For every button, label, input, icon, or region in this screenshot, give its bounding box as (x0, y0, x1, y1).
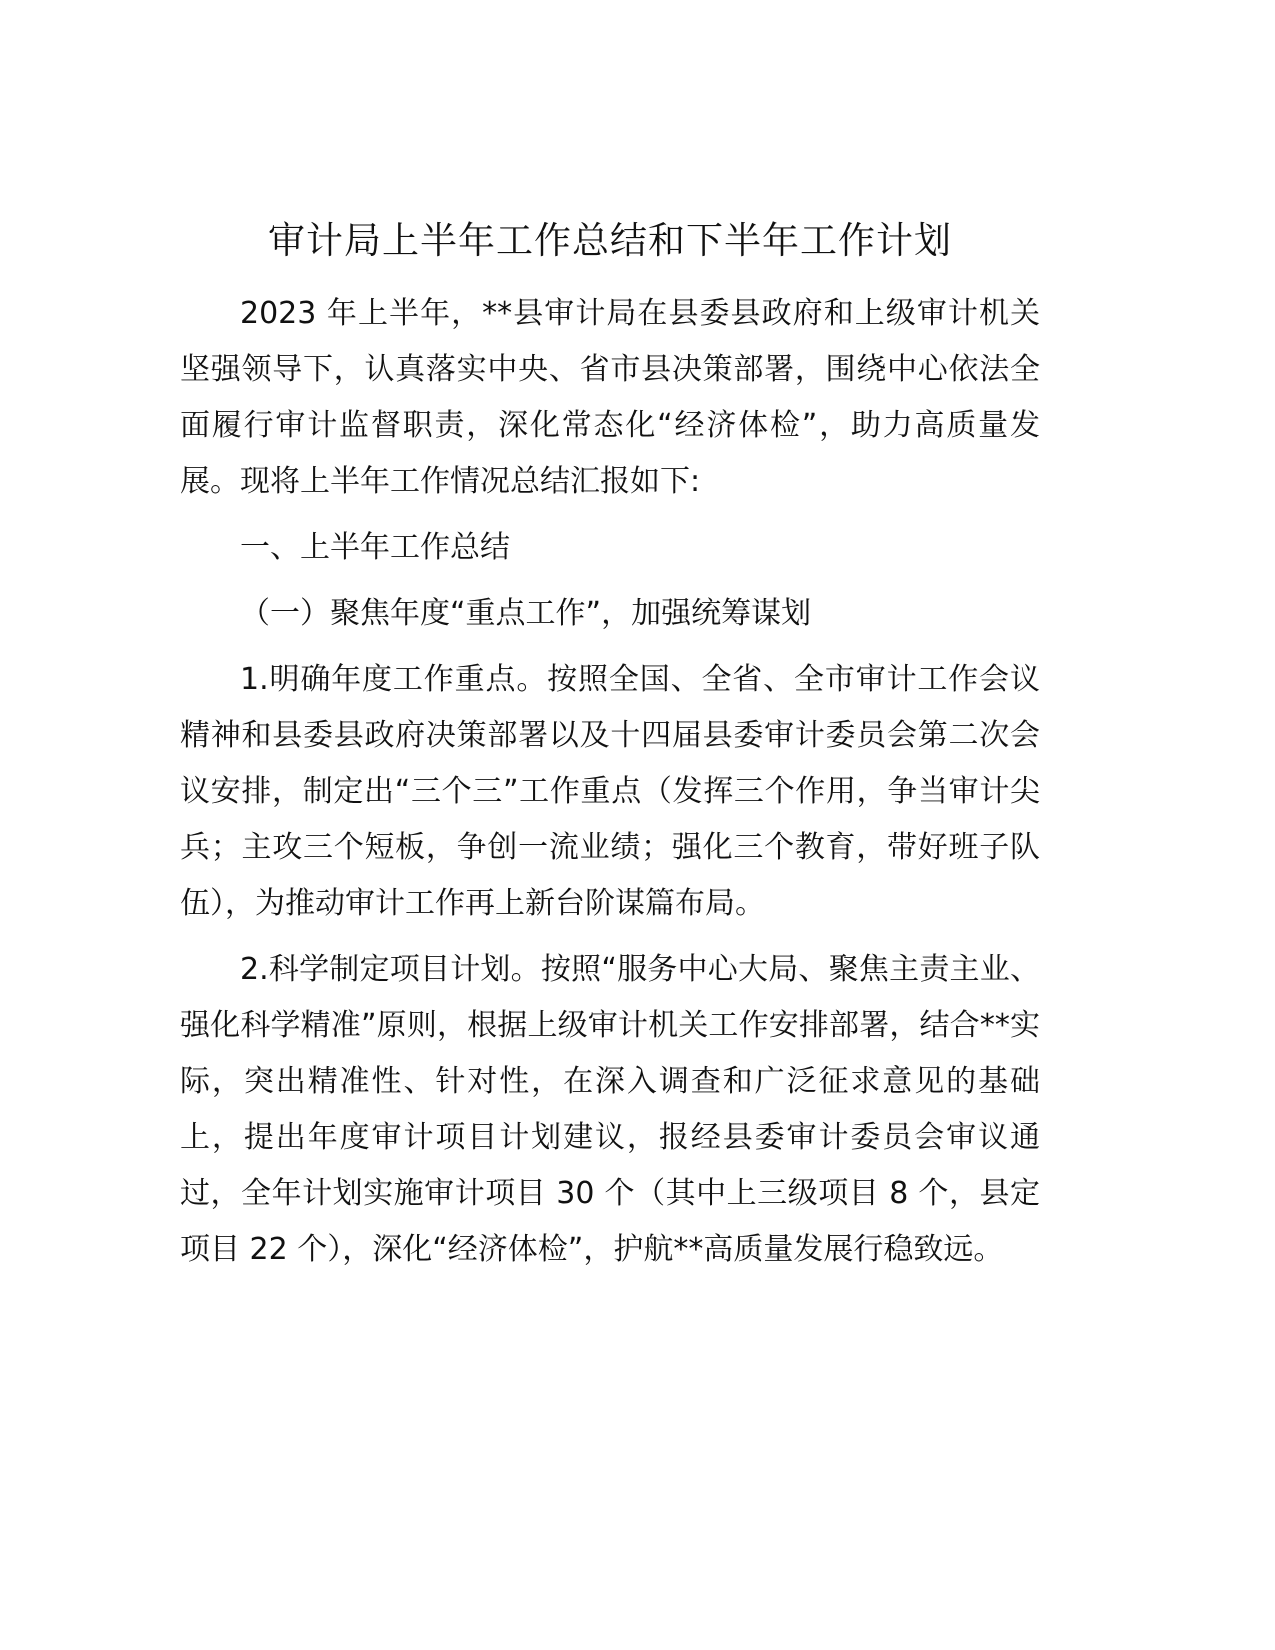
subsection-heading: （一）聚焦年度“重点工作”，加强统筹谋划 (240, 596, 812, 631)
intro-paragraph: 2023 年上半年，**县审计局在县委县政府和上级审计机关坚强领导下，认真落实中央、省市县决策部署，围绕中心依法全面履行审计监督职责，深化常态化“经济体检”，助力高质量发展。现将上半年工作情况总结汇报如下: (180, 296, 1040, 499)
section-heading: 一、上半年工作总结 (240, 530, 510, 565)
item-paragraph-2: 2.科学制定项目计划。按照“服务中心大局、聚焦主责主业、强化科学精准”原则，根据上级审计机关工作安排部署，结合**实际，突出精准性、针对性，在深入调查和广泛征求意见的基础上，提出年度审计项目计划建议，报经县委审计委员会审议通过，全年计划实施审计项目 30 个（其中上三级项目 8 个，县定项目 22 个），深化“经济体检”，护航**高质量发展行稳致远。 (180, 952, 1040, 1267)
document-page (180, 210, 1040, 1288)
item-paragraph-1: 1.明确年度工作重点。按照全国、全省、全市审计工作会议精神和县委县政府决策部署以及十四届县委审计委员会第二次会议安排，制定出“三个三”工作重点（发挥三个作用，争当审计尖兵；主攻三个短板，争创一流业绩；强化三个教育，带好班子队伍），为推动审计工作再上新台阶谋篇布局。 (180, 662, 1040, 921)
document-title: 审计局上半年工作总结和下半年工作计划 (268, 219, 952, 262)
